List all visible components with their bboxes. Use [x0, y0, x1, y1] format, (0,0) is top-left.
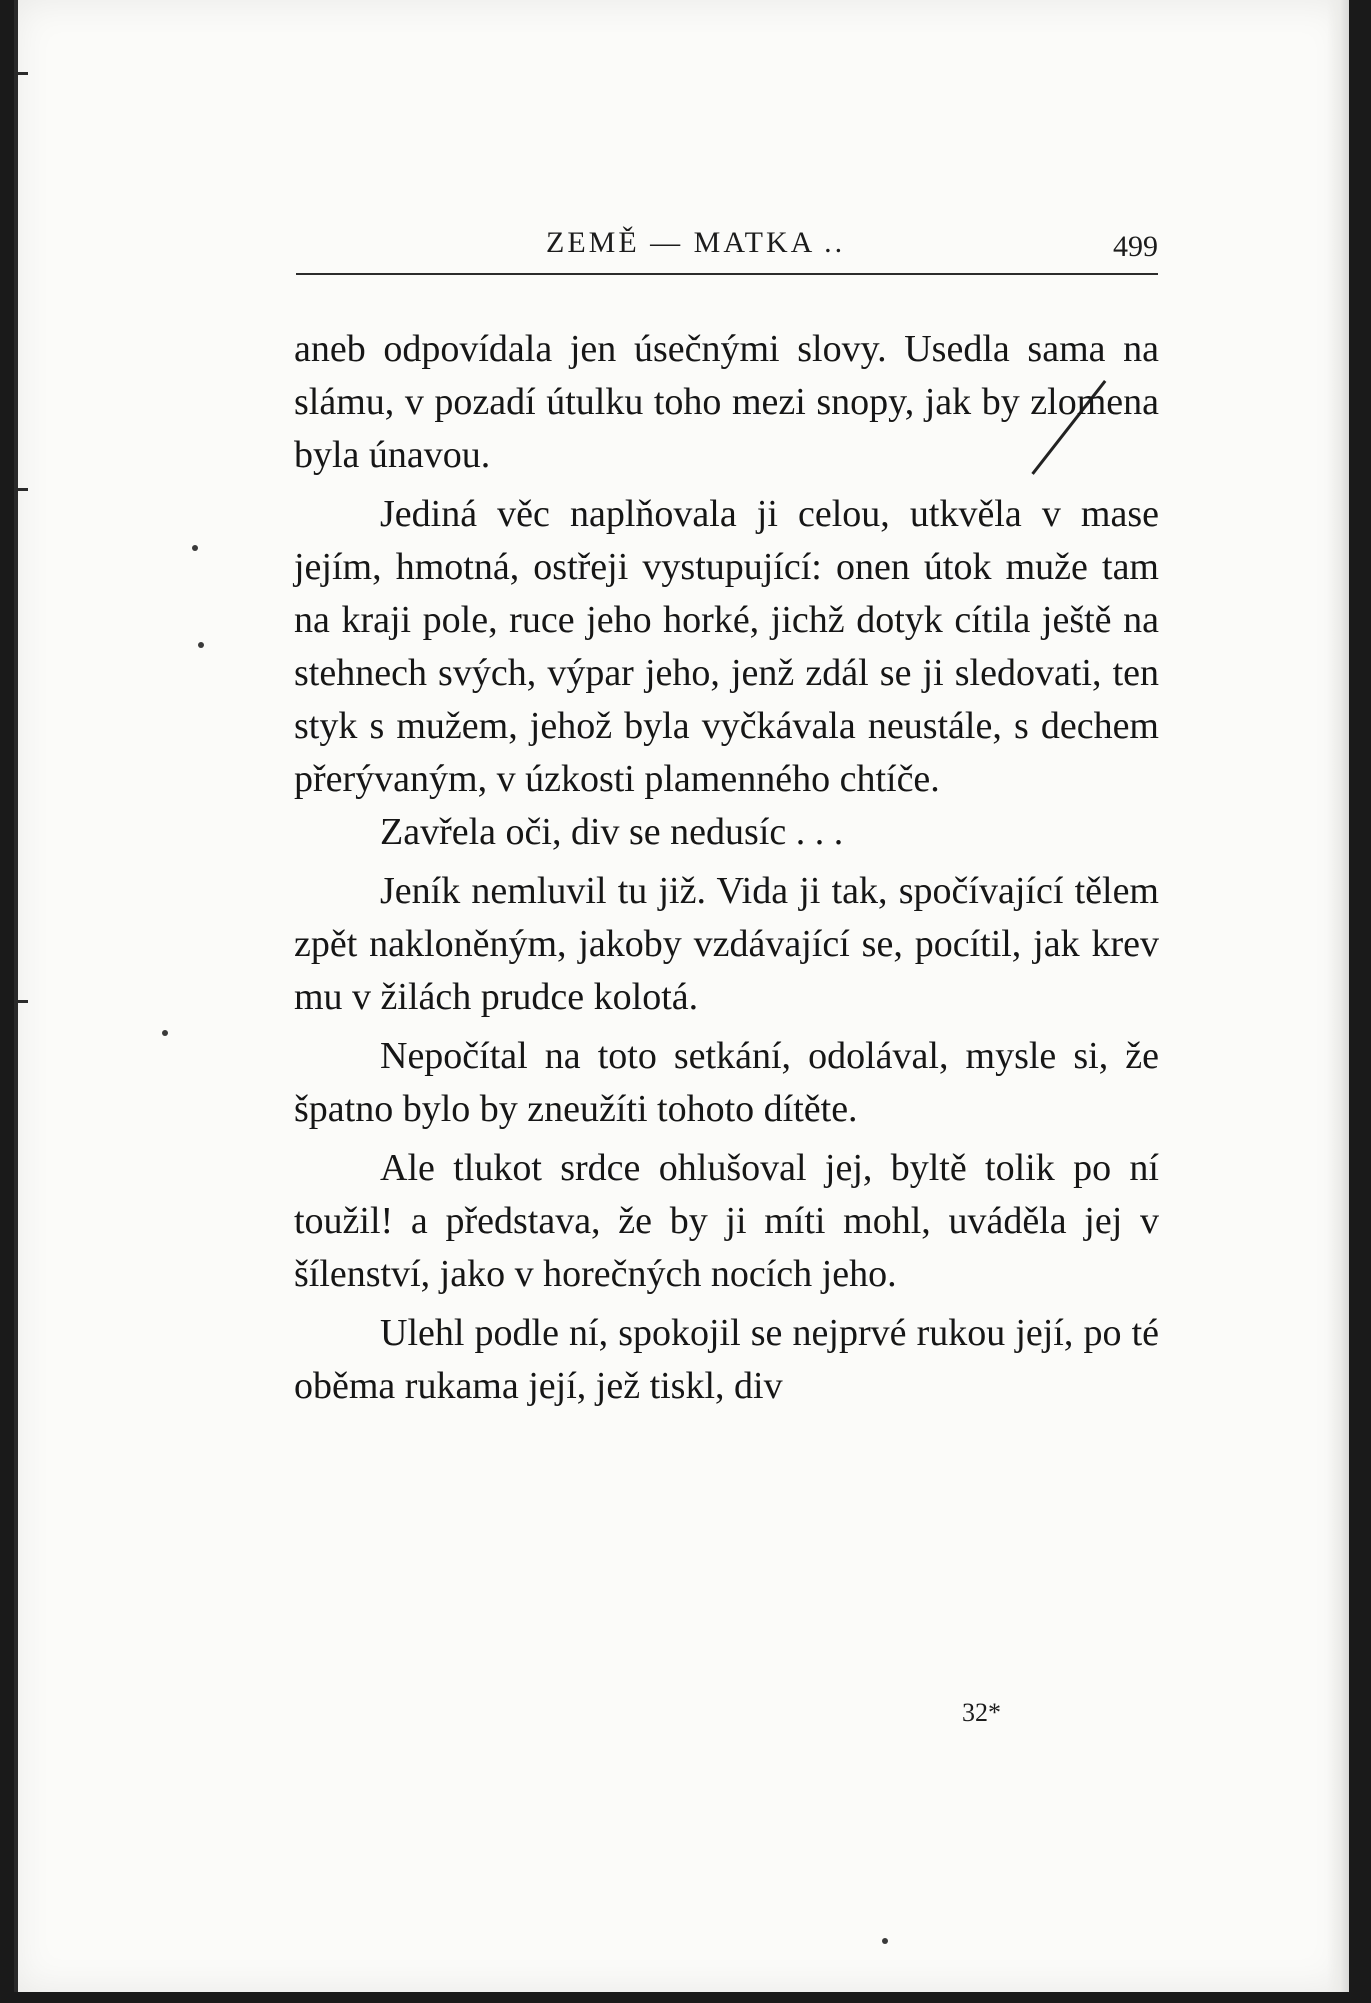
signature-mark: 32*: [962, 1698, 1001, 1727]
scan-left-edge: [14, 0, 18, 1992]
book-page: [14, 0, 1349, 1992]
paragraph: Zavřela oči, div se nedusíc . . .: [380, 811, 844, 853]
paragraph: Nepočítal na toto setkání, odolával, mysle si, že špatno bylo by zneužíti tohoto dítěte.: [294, 1035, 1159, 1130]
margin-dot: [198, 642, 204, 648]
scan-right-edge: [1327, 0, 1349, 1992]
page-header: [296, 220, 1158, 278]
paragraph: Jediná věc naplňovala ji celou, utkvěla v mase jejím, hmotná, ostřeji vystupující: onen útok muže tam na kraji pole, ruce jeho horké, jichž dotyk cítila ještě na stehnech svých, výpar jeho, jenž zdál se ji sledovati, ten styk s mužem, jehož byla vyčkávala neustále, s dechem přerývaným, v úzkosti plamenného chtíče.: [294, 493, 1159, 800]
paragraph: Ulehl podle ní, spokojil se nejprvé rukou její, po té oběma rukama její, jež tiskl, div: [294, 1312, 1159, 1407]
running-title: ZEMĚ — MATKA ..: [546, 226, 846, 259]
margin-tick: [14, 72, 28, 75]
paragraph: Ale tlukot srdce ohlušoval jej, byltě tolik po ní toužil! a představa, že by ji míti mohl, uváděla jej v šílenství, jako v horečných nocích jeho.: [294, 1147, 1159, 1295]
margin-dot: [162, 1030, 168, 1036]
margin-dot: [192, 545, 198, 551]
margin-dot: [882, 1938, 888, 1944]
paragraph: aneb odpovídala jen úsečnými slovy. Usedla sama na slámu, v pozadí útulku toho mezi snopy, jak by zlomena byla únavou.: [294, 328, 1159, 476]
header-rule: [296, 273, 1158, 275]
paragraph: Jeník nemluvil tu již. Vida ji tak, spočívající tělem zpět nakloněným, jakoby vzdávající se, pocítil, jak krev mu v žilách prudce kolotá.: [294, 870, 1159, 1018]
margin-tick: [14, 1000, 28, 1003]
page-number: 499: [1113, 230, 1158, 263]
body-text: [294, 323, 1159, 1413]
margin-tick: [14, 488, 28, 491]
